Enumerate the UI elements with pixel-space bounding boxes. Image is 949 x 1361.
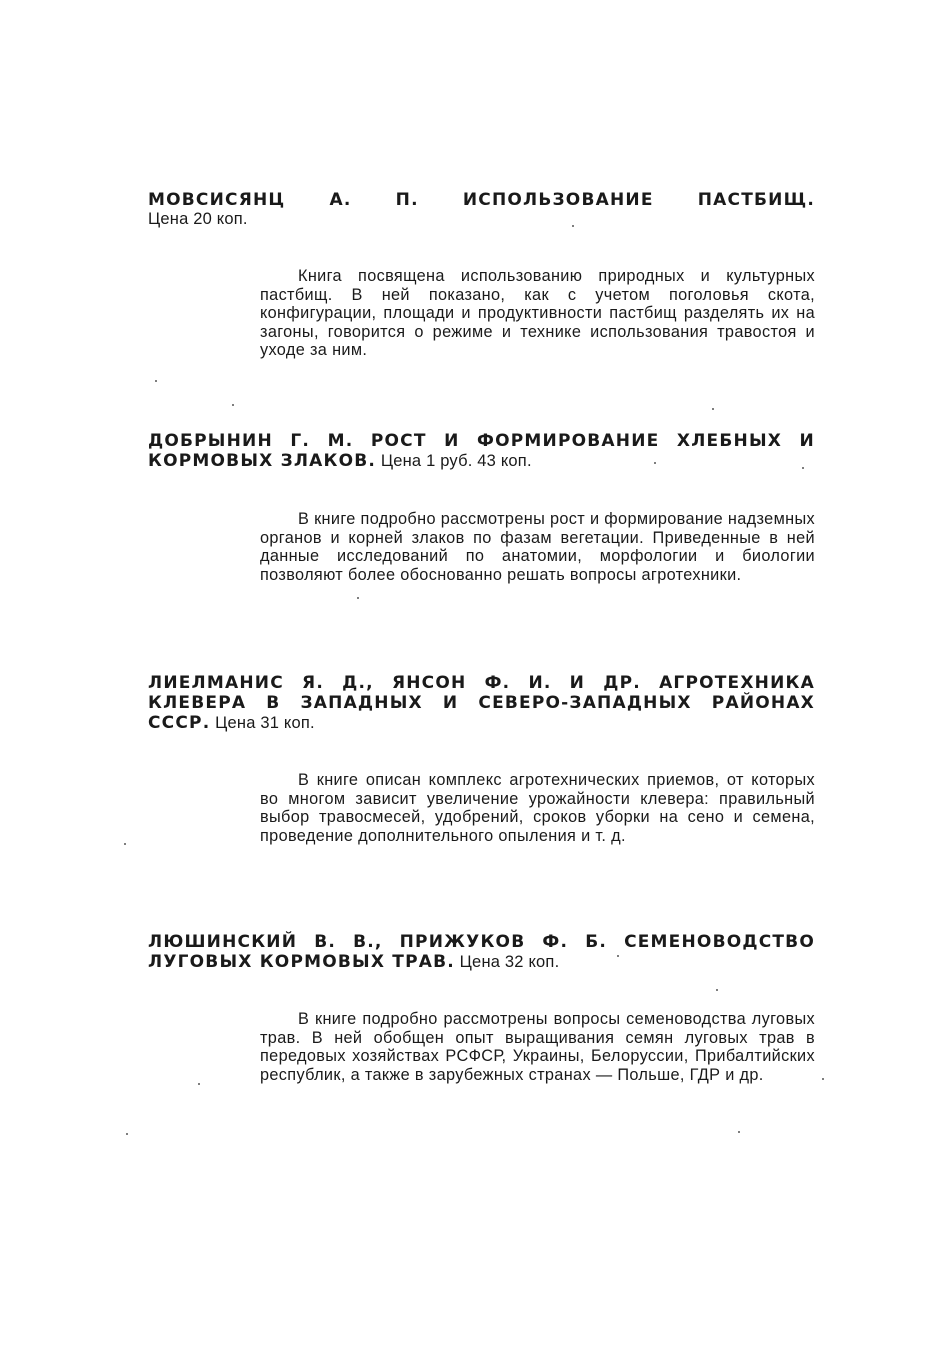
entry-author-title: ЛИЕЛМАНИС Я. Д., ЯНСОН Ф. И. И ДР. АГРОТЕХНИКА КЛЕВЕРА В ЗАПАДНЫХ И СЕВЕРО-ЗАПАДНЫХ РАЙОНАХ СССР.: [148, 673, 815, 733]
scan-speck: [822, 1078, 824, 1080]
scan-speck: [232, 404, 234, 406]
entry-description: Книга посвящена использованию природных и культурных пастбищ. В ней показано, как с учетом поголовья скота, конфигурации, площади и продуктивности пастбищ разделять их на загоны, говорится о режиме и технике использования травостоя и уходе за ним.: [260, 267, 815, 360]
entry-price: Цена 32 коп.: [459, 953, 560, 971]
scan-speck: [654, 462, 656, 464]
scan-speck: [124, 843, 126, 845]
scan-speck: [738, 1131, 740, 1133]
scan-speck: [617, 955, 619, 957]
entry-description: В книге подробно рассмотрены вопросы семеноводства луговых трав. В ней обобщен опыт выращивания семян луговых трав в передовых хозяйствах РСФСР, Украины, Белоруссии, Прибалтийских республик, а также в зарубежных странах — Польше, ГДР и др.: [260, 1010, 815, 1084]
scan-speck: [155, 380, 157, 382]
entry-price: Цена 20 коп.: [148, 210, 248, 228]
catalog-entry: [148, 673, 815, 845]
entry-price: Цена 1 руб. 43 коп.: [380, 452, 532, 470]
catalog-entry: [148, 932, 815, 1084]
scan-speck: [357, 597, 359, 599]
entry-heading: [148, 431, 815, 471]
scan-speck: [802, 467, 804, 469]
scan-speck: [712, 408, 714, 410]
entry-author-title: ДОБРЫНИН Г. М. РОСТ И ФОРМИРОВАНИЕ ХЛЕБНЫХ И КОРМОВЫХ ЗЛАКОВ.: [148, 431, 815, 471]
catalog-entry: [148, 190, 815, 360]
entry-heading: [148, 932, 815, 972]
entry-author-title: ЛЮШИНСКИЙ В. В., ПРИЖУКОВ Ф. Б. СЕМЕНОВОДСТВО ЛУГОВЫХ КОРМОВЫХ ТРАВ.: [148, 932, 815, 972]
entry-author-title: МОВСИСЯНЦ А. П. ИСПОЛЬЗОВАНИЕ ПАСТБИЩ.: [148, 190, 815, 210]
scan-speck: [198, 1083, 200, 1085]
scan-speck: [716, 989, 718, 991]
entry-price: Цена 31 коп.: [215, 714, 315, 732]
entry-heading: [148, 673, 815, 733]
entry-description: В книге подробно рассмотрены рост и формирование надземных органов и корней злаков по фазам вегетации. Приведенные в ней данные исследований по анатомии, морфологии и биологии позволяют более обоснованно решать вопросы агротехники.: [260, 510, 815, 584]
catalog-entry: [148, 431, 815, 584]
scan-speck: [126, 1133, 128, 1135]
entry-heading: [148, 190, 815, 210]
scan-speck: [572, 225, 574, 227]
entry-description: В книге описан комплекс агротехнических приемов, от которых во многом зависит увеличение урожайности клевера: правильный выбор травосмесей, удобрений, сроков уборки на сено и семена, проведение дополнительного опыления и т. д.: [260, 771, 815, 845]
